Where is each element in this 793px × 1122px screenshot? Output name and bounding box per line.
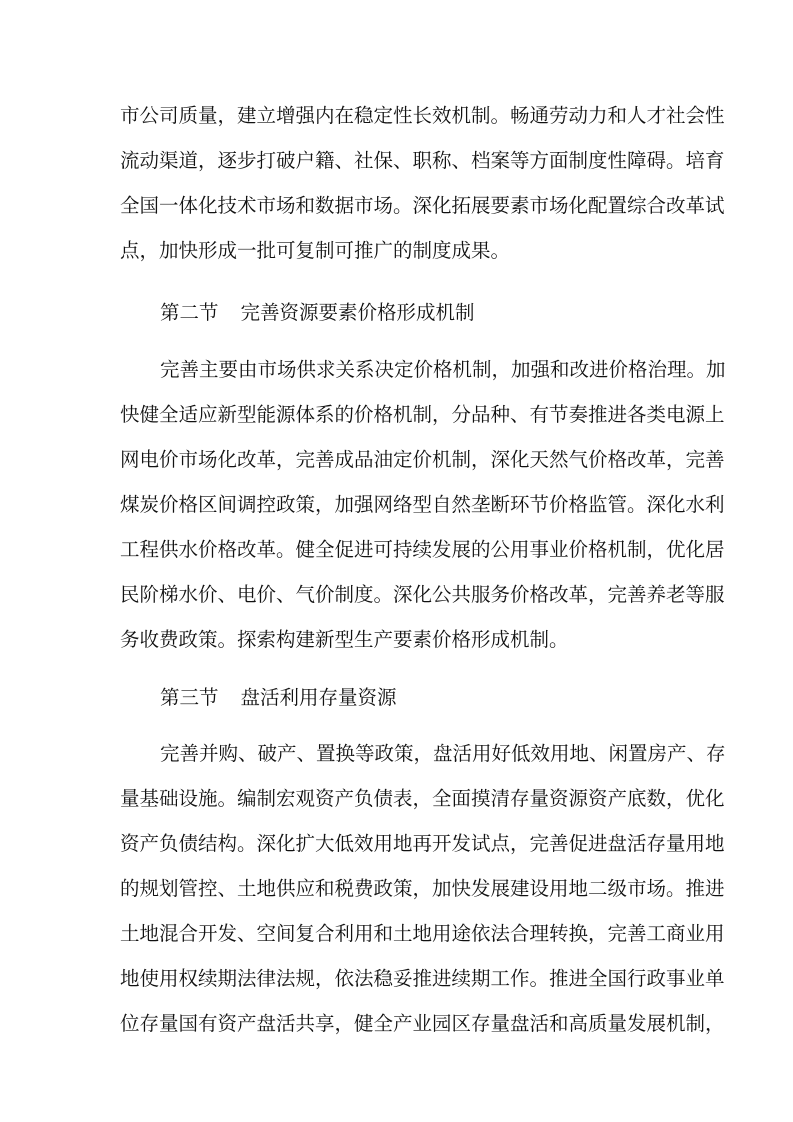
text-line: 煤炭价格区间调控政策，加强网络型自然垄断环节价格监管。深化水利 xyxy=(120,493,725,516)
text-line: 位存量国有资产盘活共享，健全产业园区存量盘活和高质量发展机制， xyxy=(120,1012,725,1035)
section-number: 第三节 xyxy=(160,686,219,709)
text-line: 点，加快形成一批可复制可推广的制度成果。 xyxy=(120,239,511,262)
text-line: 量基础设施。编制宏观资产负债表，全面摸清存量资源资产底数，优化 xyxy=(120,787,725,810)
text-line: 快健全适应新型能源体系的价格机制，分品种、有节奏推进各类电源上 xyxy=(120,403,725,426)
text-line: 地使用权续期法律法规，依法稳妥推进续期工作。推进全国行政事业单 xyxy=(120,967,725,990)
text-line: 市公司质量，建立增强内在稳定性长效机制。畅通劳动力和人才社会性 xyxy=(120,104,725,127)
section-heading-3 xyxy=(160,685,397,711)
text-line: 完善并购、破产、置换等政策，盘活用好低效用地、闲置房产、存 xyxy=(160,742,726,765)
text-line: 全国一体化技术市场和数据市场。深化拓展要素市场化配置综合改革试 xyxy=(120,194,725,217)
section-heading-2 xyxy=(160,300,475,326)
text-line: 资产负债结构。深化扩大低效用地再开发试点，完善促进盘活存量用地 xyxy=(120,832,725,855)
text-line: 完善主要由市场供求关系决定价格机制，加强和改进价格治理。加 xyxy=(160,358,726,381)
text-line: 务收费政策。探索构建新型生产要素价格形成机制。 xyxy=(120,628,569,651)
text-line: 的规划管控、土地供应和税费政策，加快发展建设用地二级市场。推进 xyxy=(120,877,725,900)
text-line: 土地混合开发、空间复合利用和土地用途依法合理转换，完善工商业用 xyxy=(120,922,725,945)
text-line: 工程供水价格改革。健全促进可持续发展的公用事业价格机制，优化居 xyxy=(120,538,725,561)
section-title: 盘活利用存量资源 xyxy=(240,686,397,709)
section-number: 第二节 xyxy=(160,301,219,324)
text-line: 流动渠道，逐步打破户籍、社保、职称、档案等方面制度性障碍。培育 xyxy=(120,149,725,172)
text-line: 民阶梯水价、电价、气价制度。深化公共服务价格改革，完善养老等服 xyxy=(120,583,725,606)
section-title: 完善资源要素价格形成机制 xyxy=(240,301,475,324)
text-line: 网电价市场化改革，完善成品油定价机制，深化天然气价格改革，完善 xyxy=(120,448,725,471)
